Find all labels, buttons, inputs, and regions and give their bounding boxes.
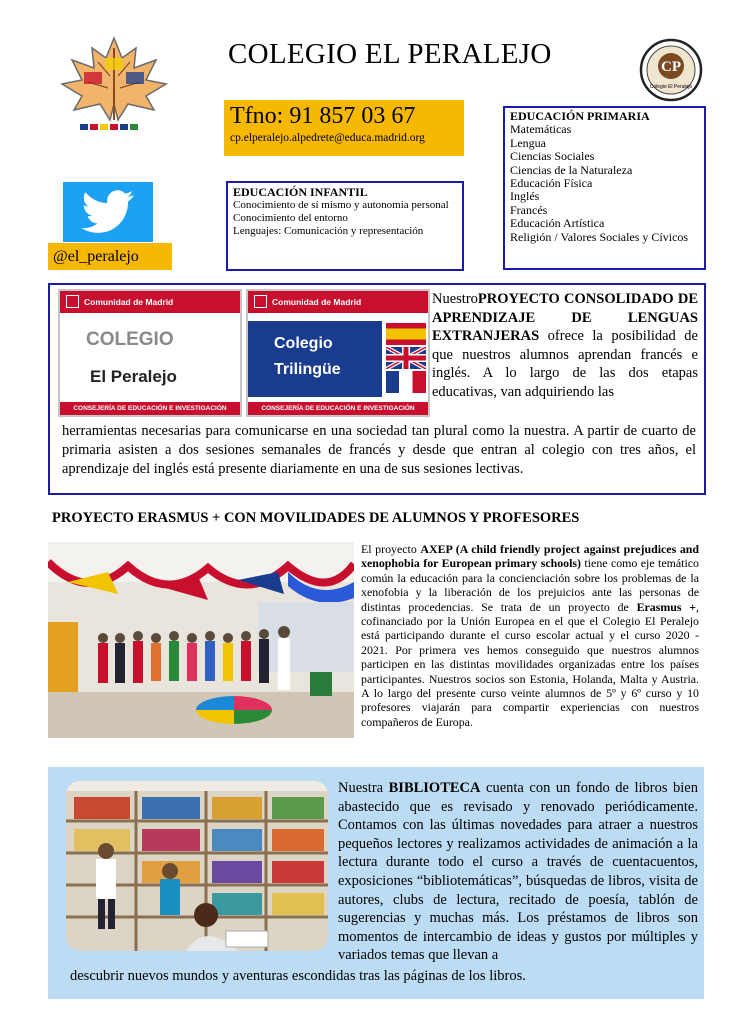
school-seal xyxy=(639,38,703,102)
area-item: Conocimiento de sí mismo y autonomía personal xyxy=(233,199,449,211)
twitter-bird-icon[interactable] xyxy=(63,182,153,242)
sign-foot: CONSEJERÍA DE EDUCACIÓN E INVESTIGACIÓN xyxy=(60,402,240,415)
text-part: tiene como eje temático común la educación para la concienciación sobre los problemas de la xenofobia y la liberación de los prejuicios ante las personas de distintas procedencias. Se trata de un proyecto de xyxy=(361,556,699,614)
sign-line-1: COLEGIO xyxy=(86,329,174,350)
erasmus-text xyxy=(361,542,699,729)
school-logo-leaf xyxy=(58,36,170,136)
sign-line-1: Colegio xyxy=(274,335,333,352)
primaria-subjects-box xyxy=(503,106,706,270)
language-project-text xyxy=(432,290,698,402)
sign-line-2: El Peralejo xyxy=(90,367,177,386)
erasmus-name: Erasmus + xyxy=(636,599,697,614)
email-address[interactable]: cp.elperalejo.alpedrete@educa.madrid.org xyxy=(230,132,425,144)
text-part: Nuestra xyxy=(338,780,389,796)
france-flag-icon xyxy=(386,371,426,393)
project-name: AXEP (A child friendly project against prejudices and xenophobia for European primary schools) xyxy=(361,542,700,571)
infantil-heading: EDUCACIÓN INFANTIL xyxy=(233,185,368,199)
subject-item: Ciencias Sociales xyxy=(510,149,595,164)
subject-item: Religión / Valores Sociales y Cívicos xyxy=(510,229,689,244)
sign-blue-panel xyxy=(248,321,382,397)
phone-number: Tfno: 91 857 03 67 xyxy=(230,103,416,129)
school-signs-photo xyxy=(58,289,430,419)
subject-item: Lengua xyxy=(510,135,546,150)
madrid-emblem-icon xyxy=(66,295,79,308)
text-bold: PROYECTO CONSOLIDADO DE APRENDIZAJE DE LENGUAS EXTRANJERAS xyxy=(432,291,698,345)
text-part: El proyecto xyxy=(361,542,421,556)
library-text xyxy=(338,779,698,965)
language-project-text-continued: herramientas necesarias para comunicarse en una sociedad tan plural como la nuestra. A partir de cuarto de primaria asisten a dos sesiones semanales de francés y desde que entran al colegio con tres años, el aprendizaje del inglés está presente diariamente en una de sus sesiones lectivas. xyxy=(62,423,696,477)
spain-flag-icon xyxy=(386,323,426,345)
uk-flag-icon xyxy=(386,347,426,369)
sign-band: Comunidad de Madrid xyxy=(248,291,428,313)
twitter-handle[interactable]: @el_peralejo xyxy=(48,243,172,270)
subject-item: Inglés xyxy=(510,189,540,204)
svg-text:CP: CP xyxy=(661,59,681,75)
page-title: COLEGIO EL PERALEJO xyxy=(228,38,552,70)
library-box xyxy=(48,767,704,999)
language-project-box xyxy=(48,283,706,495)
library-text-continued: descubrir nuevos mundos y aventuras escondidas tras las páginas de los libros. xyxy=(70,968,526,984)
sign-line-2: Trilingüe xyxy=(274,361,341,378)
erasmus-group-photo xyxy=(48,542,354,738)
text-part: cuenta con un fondo de libros bien abastecido que es revisado y renovado periódicamente. Contamos con las últimas novedades para atraer a nuestros pequeños lectores y realizamos actividades de animación a la lectura durante todo el curso a través de cuentacuentos, exposiciones “bibliotemáticas”, búsquedas de libros, visita de autores, clubs de lectura, recitado de poesía, tablón de sugerencias y muchas más. Los préstamos de libros son momentos de intercambio de ideas y gustos por múltiples y variados temas que llevan a xyxy=(338,780,698,964)
subject-item: Francés xyxy=(510,202,548,217)
sign-foot: CONSEJERÍA DE EDUCACIÓN E INVESTIGACIÓN xyxy=(248,402,428,415)
sign-colegio-trilingue xyxy=(246,289,430,417)
infantil-areas-box xyxy=(226,181,464,271)
subject-item: Ciencias de la Naturaleza xyxy=(510,162,633,177)
primaria-heading: EDUCACIÓN PRIMARIA xyxy=(510,109,650,123)
erasmus-section-title: PROYECTO ERASMUS + CON MOVILIDADES DE ALUMNOS Y PROFESORES xyxy=(52,510,580,526)
madrid-emblem-icon xyxy=(254,295,267,308)
subject-item: Educación Física xyxy=(510,176,593,191)
area-item: Conocimiento del entorno xyxy=(233,212,348,224)
subject-item: Educación Artística xyxy=(510,216,605,231)
sign-colegio-el-peralejo xyxy=(58,289,242,417)
library-name: BIBLIOTECA xyxy=(388,780,481,796)
area-item: Lenguajes: Comunicación y representación xyxy=(233,225,424,237)
subject-item: Matemáticas xyxy=(510,122,572,137)
text-prefix: Nuestro xyxy=(432,291,478,307)
svg-text:Colegio El Peralejo: Colegio El Peralejo xyxy=(649,84,693,90)
text-after: ofrece la posibilidad de que nuestros alumnos aprendan francés e inglés. A lo largo de las dos etapas educativas, van adquiriendo las xyxy=(432,328,698,400)
text-part: , cofinanciado por la Unión Europea en el que el Colegio El Peralejo está participando durante el curso escolar actual y el curso 2020 - 2021. Por primera ves hemos conseguido que nuestros alumnos participen en las distintas movilidades organizadas entre los países participantes. Nuestros socios son Estonia, Holanda, Malta y Austria. A lo largo del presente curso veinte alumnos de 5º y 6º curso y 10 profesores viajarán para compartir experiencias con nuestros compañeros de Europa. xyxy=(361,599,699,729)
sign-band: Comunidad de Madrid xyxy=(60,291,240,313)
contact-box xyxy=(224,100,464,156)
library-photo xyxy=(66,781,328,951)
